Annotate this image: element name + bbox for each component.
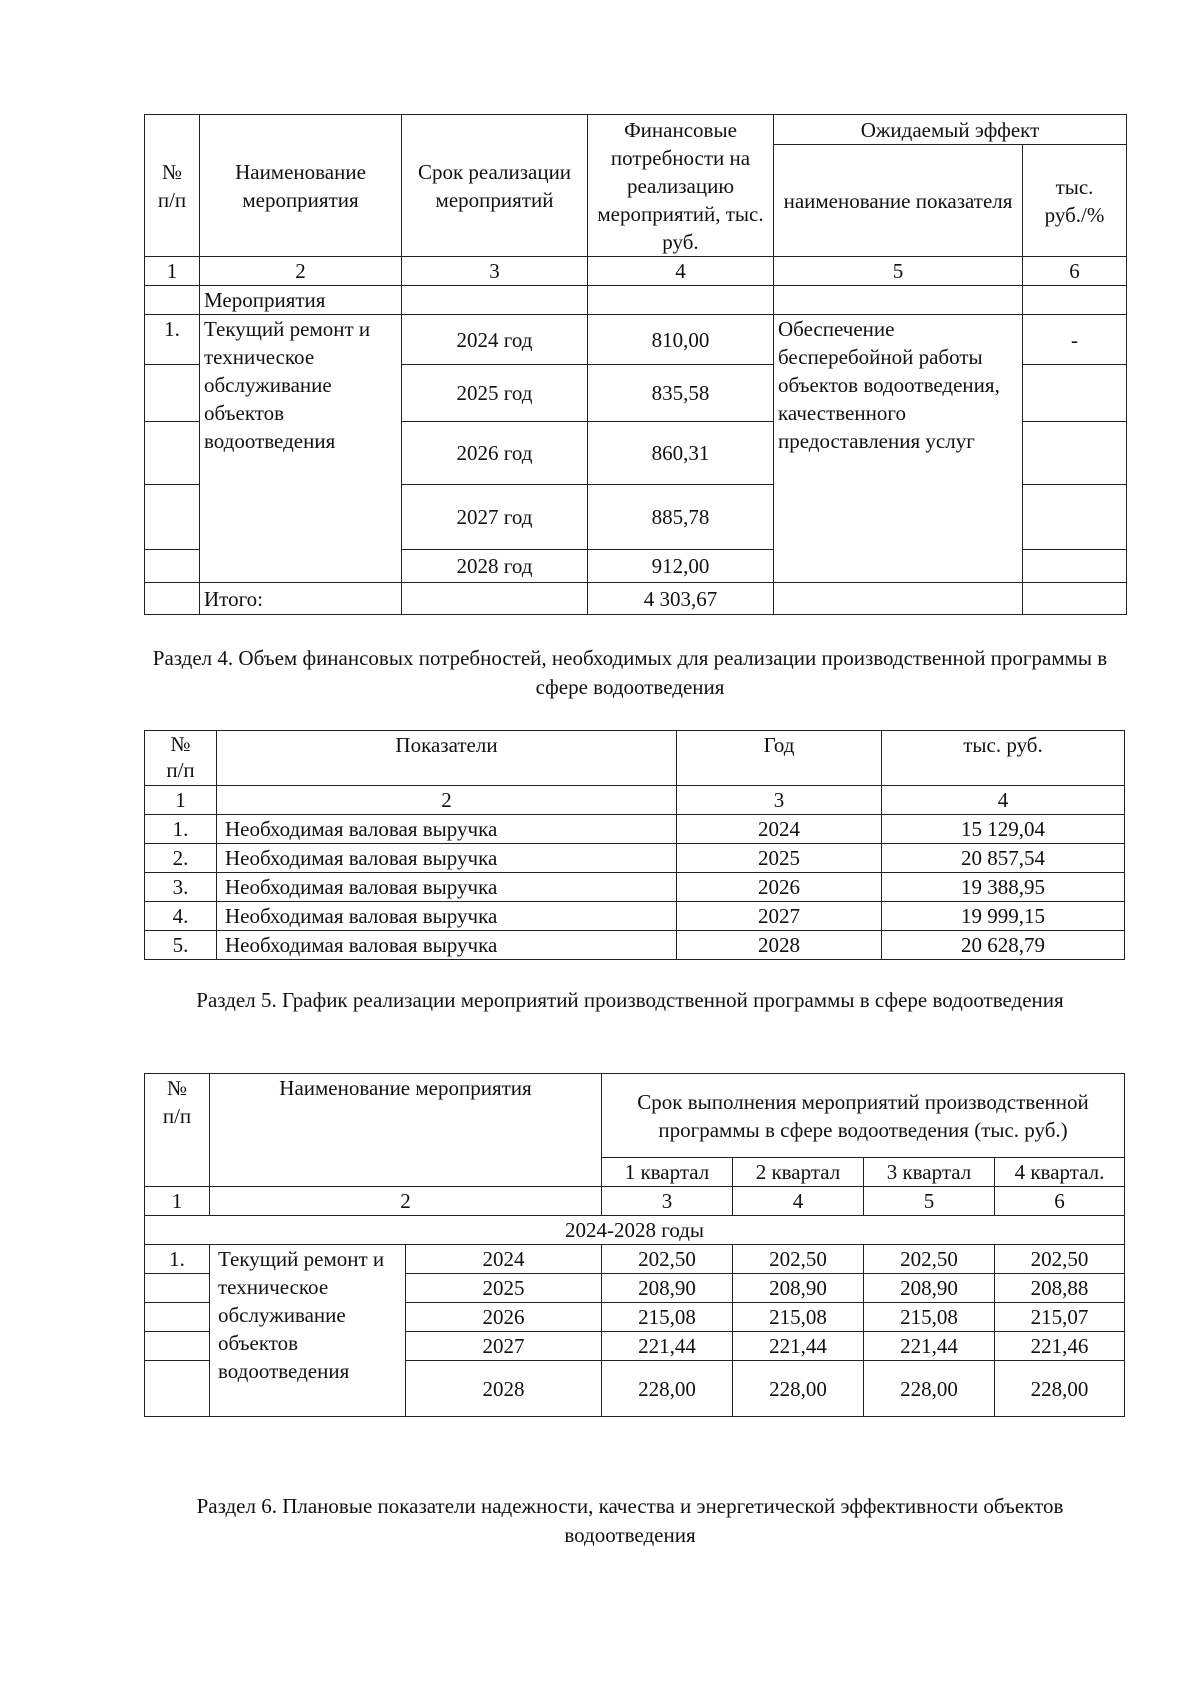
col-number: 1 [145,257,200,286]
q-value: 202,50 [733,1245,864,1274]
header-name: Наименование мероприятия [210,1074,602,1187]
year-cell: 2026 год [402,422,588,485]
amount-cell: 810,00 [588,315,774,365]
header-indicators: Показатели [217,731,677,786]
q-value: 221,46 [995,1332,1125,1361]
year-cell: 2024 год [402,315,588,365]
q-value: 215,08 [864,1303,995,1332]
header-year: Год [677,731,882,786]
q-value: 221,44 [602,1332,733,1361]
col-number: 3 [677,786,882,815]
row-year: 2024 [677,815,882,844]
row-amount: 20 628,79 [882,931,1125,960]
empty-cell [1023,550,1127,583]
row-num: 4. [145,902,217,931]
amount-cell: 885,78 [588,485,774,550]
col-number: 2 [200,257,402,286]
row-name: Необходимая валовая выручка [217,844,677,873]
empty-cell [145,550,200,583]
col-number: 6 [1023,257,1127,286]
q-value: 202,50 [864,1245,995,1274]
row-year: 2027 [677,902,882,931]
col-number: 3 [402,257,588,286]
col-number: 1 [145,1187,210,1216]
header-indicator: наименование показателя [774,145,1023,257]
q-value: 228,00 [864,1361,995,1417]
header-schedule: Срок выполнения мероприятий производственной программы в сфере водоотведения (тыс. руб.) [602,1074,1125,1158]
header-finance: Финансовые потребности на реализацию мероприятий, тыс. руб. [588,115,774,257]
row-name: Необходимая валовая выручка [217,902,677,931]
row-num: 1. [145,815,217,844]
empty-cell [145,1303,210,1332]
row-num: 5. [145,931,217,960]
row-year: 2026 [406,1303,602,1332]
q-value: 228,00 [602,1361,733,1417]
empty-cell [1023,422,1127,485]
header-num: № п/п [145,1074,210,1187]
col-number: 2 [217,786,677,815]
empty-cell [145,1332,210,1361]
col-number: 6 [995,1187,1125,1216]
empty-cell [145,583,200,615]
q-value: 215,08 [602,1303,733,1332]
section-label: Мероприятия [200,286,402,315]
section6-title: Раздел 6. Плановые показатели надежности, качества и энергетической эффективности объектов водоотведения [196,1494,1064,1547]
amount-cell: 912,00 [588,550,774,583]
empty-cell [145,422,200,485]
empty-cell [774,583,1023,615]
col-number: 4 [588,257,774,286]
header-name: Наименование мероприятия [200,115,402,257]
empty-cell [145,286,200,315]
row-name: Необходимая валовая выручка [217,815,677,844]
header-term: Срок реализации мероприятий [402,115,588,257]
table-row [145,844,1125,873]
empty-cell [402,583,588,615]
q-value: 208,90 [864,1274,995,1303]
total-label: Итого: [200,583,402,615]
q-value: 208,90 [602,1274,733,1303]
q-value: 215,07 [995,1303,1125,1332]
row-name: Необходимая валовая выручка [217,873,677,902]
item-name: Текущий ремонт и техническое обслуживание объектов водоотведения [210,1245,406,1417]
section5-title: Раздел 5. График реализации мероприятий производственной программы в сфере водоотведения [196,988,1064,1012]
q-value: 215,08 [733,1303,864,1332]
q-value: 202,50 [602,1245,733,1274]
year-cell: 2027 год [402,485,588,550]
header-num: № п/п [145,115,200,257]
empty-cell [145,365,200,422]
table-row [145,931,1125,960]
row-amount: 20 857,54 [882,844,1125,873]
year-cell: 2025 год [402,365,588,422]
table-row [145,902,1125,931]
row-year: 2028 [406,1361,602,1417]
header-q3: 3 квартал [864,1158,995,1187]
q-value: 208,90 [733,1274,864,1303]
empty-cell [774,286,1023,315]
row-year: 2025 [677,844,882,873]
table-row [145,1245,1125,1274]
q-value: 208,88 [995,1274,1125,1303]
q-value: 202,50 [995,1245,1125,1274]
effect-value: - [1023,315,1127,365]
item-num: 1. [145,1245,210,1274]
row-num: 2. [145,844,217,873]
row-amount: 15 129,04 [882,815,1125,844]
col-number: 2 [210,1187,602,1216]
empty-cell [145,485,200,550]
q-value: 228,00 [995,1361,1125,1417]
item-name: Текущий ремонт и техническое обслуживание объектов водоотведения [200,315,402,583]
item-num: 1. [145,315,200,365]
table-row [145,873,1125,902]
q-value: 221,44 [864,1332,995,1361]
header-q4: 4 квартал. [995,1158,1125,1187]
row-year: 2028 [677,931,882,960]
empty-cell [1023,583,1127,615]
empty-cell [145,1361,210,1417]
empty-cell [145,1274,210,1303]
header-unit: тыс. руб./% [1023,145,1127,257]
period-row: 2024-2028 годы [145,1216,1125,1245]
col-number: 5 [774,257,1023,286]
empty-cell [402,286,588,315]
empty-cell [1023,365,1127,422]
header-q2: 2 квартал [733,1158,864,1187]
header-num: № п/п [145,731,217,786]
row-year: 2024 [406,1245,602,1274]
year-cell: 2028 год [402,550,588,583]
row-year: 2026 [677,873,882,902]
total-value: 4 303,67 [588,583,774,615]
amount-cell: 860,31 [588,422,774,485]
row-num: 3. [145,873,217,902]
empty-cell [588,286,774,315]
header-amount: тыс. руб. [882,731,1125,786]
row-year: 2025 [406,1274,602,1303]
empty-cell [1023,286,1127,315]
col-number: 4 [733,1187,864,1216]
col-number: 5 [864,1187,995,1216]
effect-text: Обеспечение бесперебойной работы объектов водоотведения, качественного предоставления услуг [774,315,1023,583]
amount-cell: 835,58 [588,365,774,422]
row-amount: 19 999,15 [882,902,1125,931]
row-name: Необходимая валовая выручка [217,931,677,960]
table-row [145,815,1125,844]
schedule-table [144,1073,1125,1417]
measures-finance-table [144,114,1127,615]
col-number: 4 [882,786,1125,815]
section4-title: Раздел 4. Объем финансовых потребностей, необходимых для реализации производственной программы в сфере водоотведения [152,646,1108,699]
revenue-table [144,730,1125,960]
row-amount: 19 388,95 [882,873,1125,902]
col-number: 3 [602,1187,733,1216]
col-number: 1 [145,786,217,815]
q-value: 228,00 [733,1361,864,1417]
header-effect: Ожидаемый эффект [774,115,1127,145]
row-year: 2027 [406,1332,602,1361]
q-value: 221,44 [733,1332,864,1361]
empty-cell [1023,485,1127,550]
header-q1: 1 квартал [602,1158,733,1187]
